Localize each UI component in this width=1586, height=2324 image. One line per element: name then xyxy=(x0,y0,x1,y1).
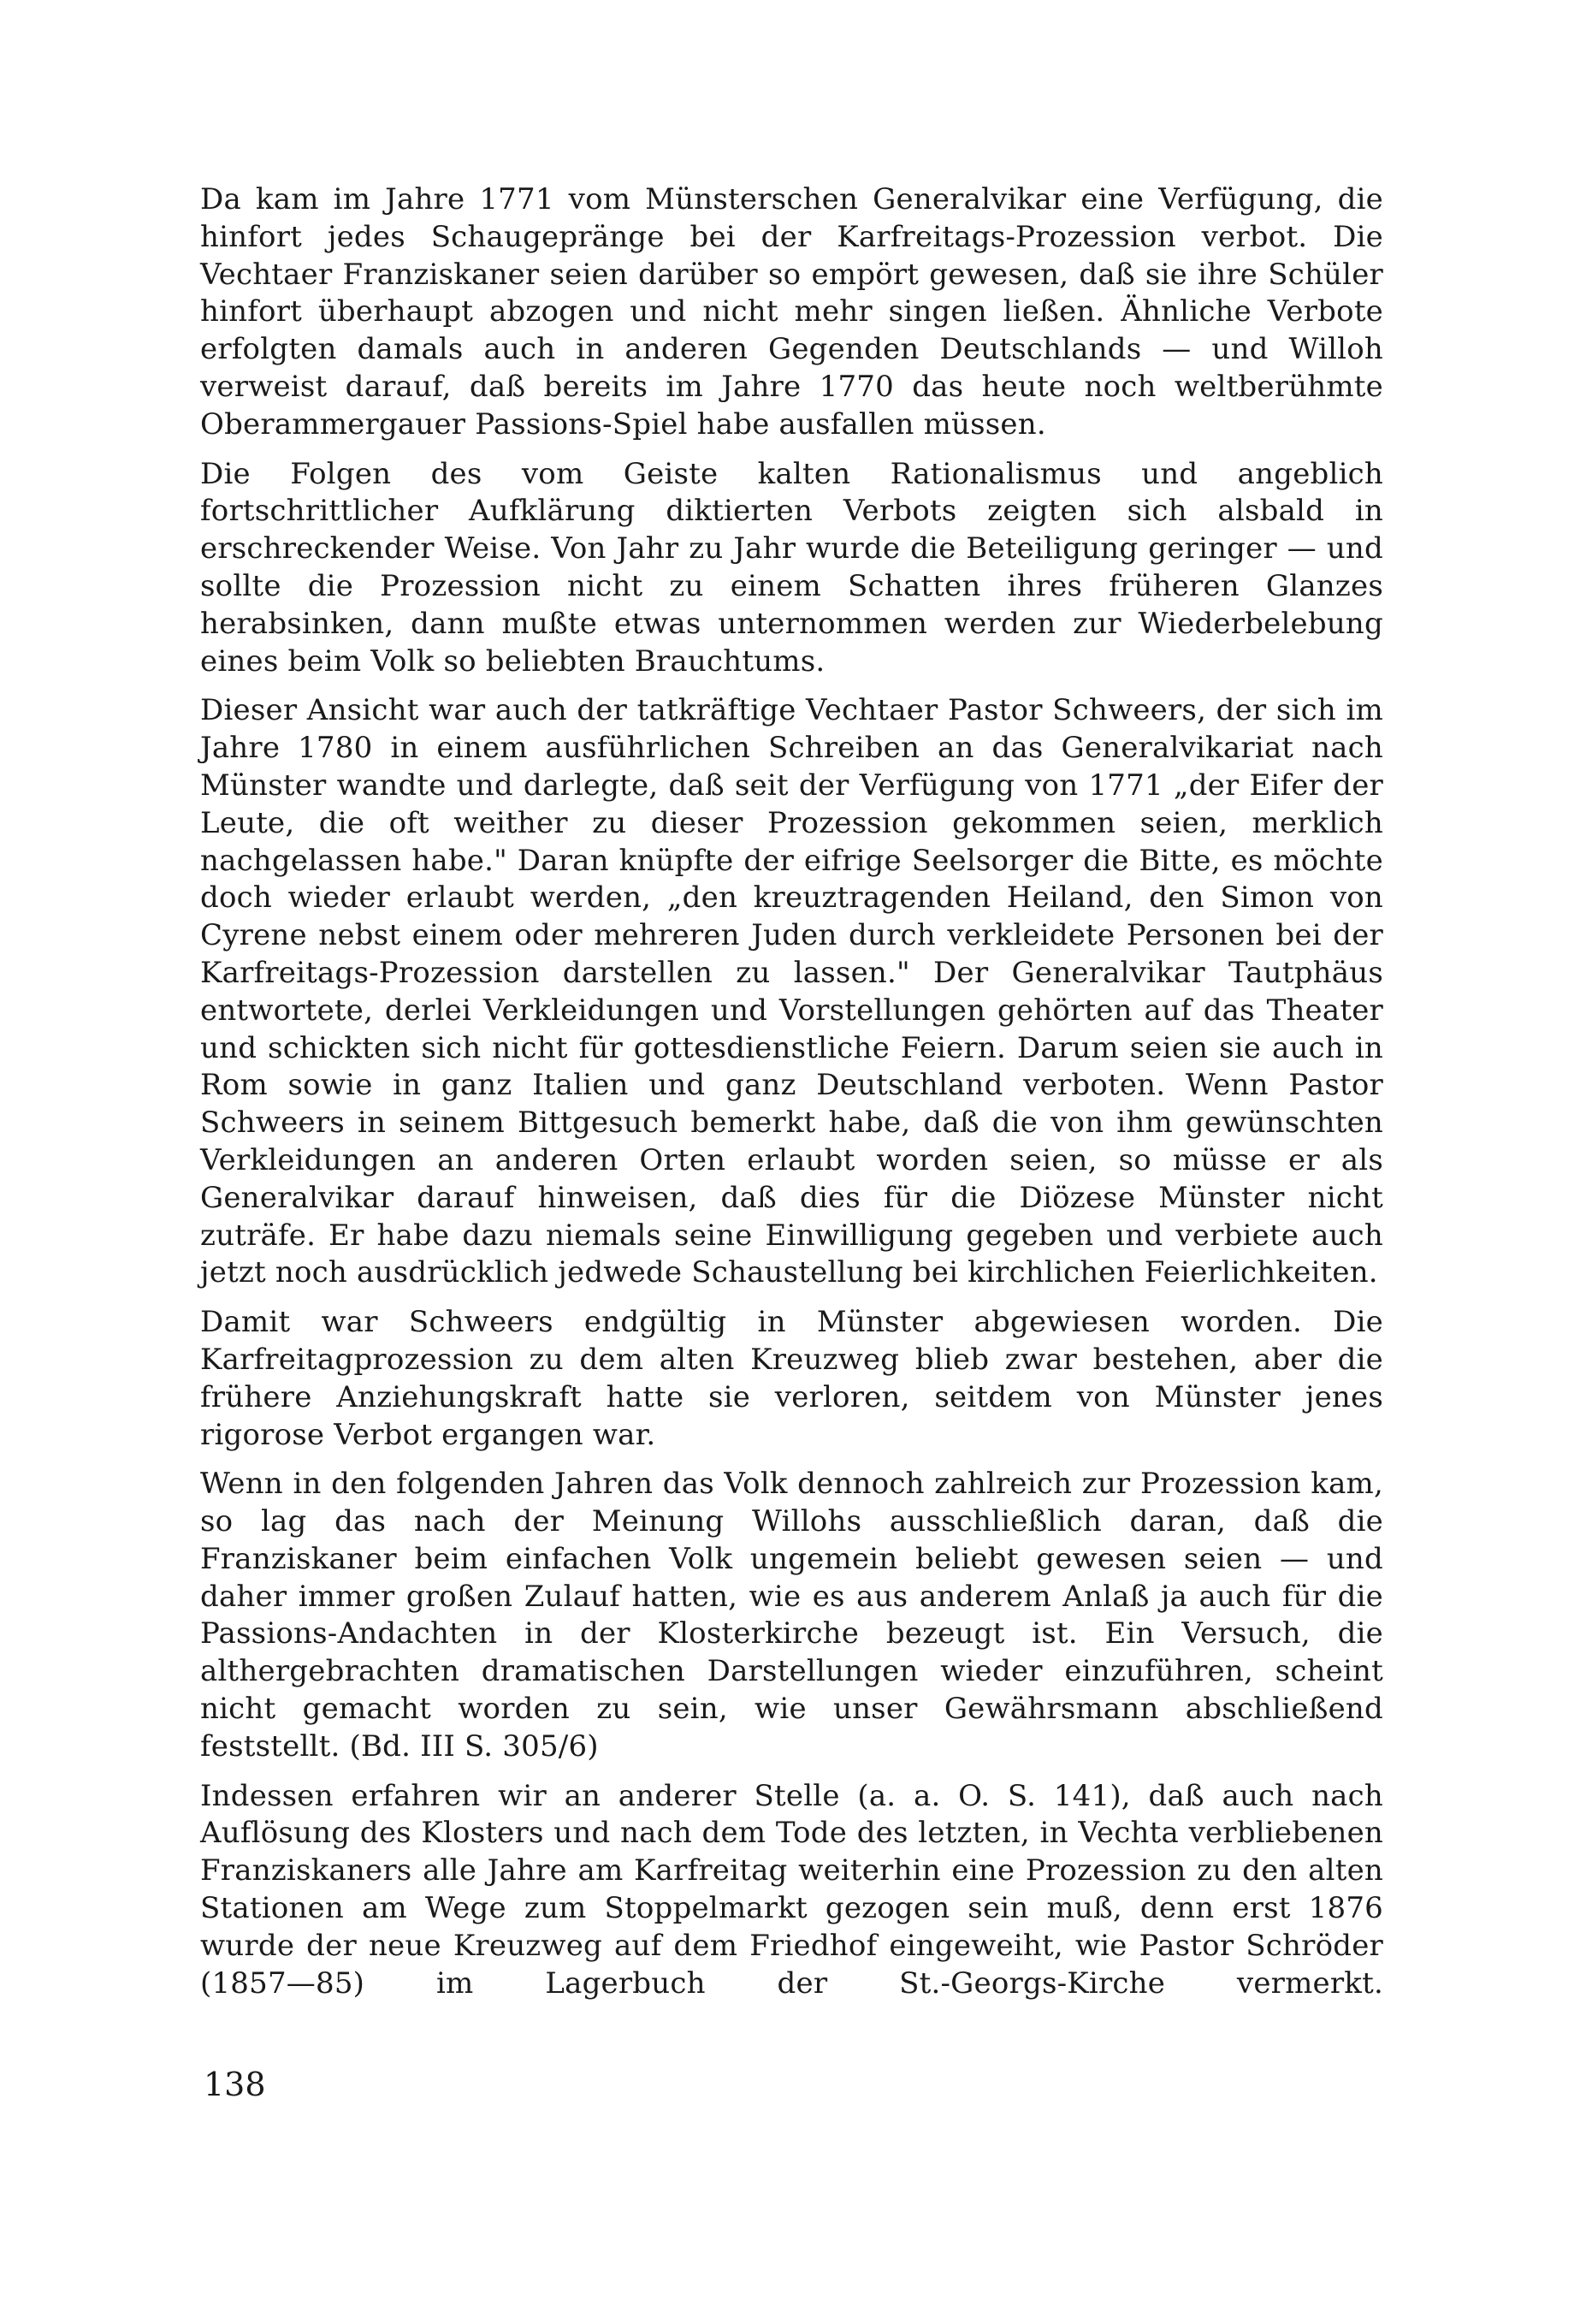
page-number: 138 xyxy=(204,2066,266,2103)
paragraph-2: Die Folgen des vom Geiste kalten Rationalismus und angeblich fortschrittlicher Aufklärung diktierten Verbots zeigten sich alsbald in erschreckender Weise. Von Jahr zu Jahr wurde die Beteiligung geringer — und sollte die Prozession nicht zu einem Schatten ihres früheren Glanzes herabsinken, dann mußte etwas unternommen werden zur Wiederbelebung eines beim Volk so beliebten Brauchtums. xyxy=(200,456,1383,679)
paragraph-1: Da kam im Jahre 1771 vom Münsterschen Generalvikar eine Verfügung, die hinfort jedes Schaugepränge bei der Karfreitags-Prozession verbot. Die Vechtaer Franziskaner seien darüber so empört gewesen, daß sie ihre Schüler hinfort überhaupt abzogen und nicht mehr singen ließen. Ähnliche Verbote erfolgten damals auch in anderen Gegenden Deutschlands — und Willoh verweist darauf, daß bereits im Jahre 1770 das heute noch weltberühmte Oberammergauer Passions-Spiel habe ausfallen müssen. xyxy=(200,182,1383,442)
paragraph-3: Dieser Ansicht war auch der tatkräftige Vechtaer Pastor Schweers, der sich im Jahre 1780 in einem ausführlichen Schreiben an das Generalvikariat nach Münster wandte und darlegte, daß seit der Verfügung von 1771 „der Eifer der Leute, die oft weither zu dieser Prozession gekommen seien, merklich nachgelassen habe." Daran knüpfte der eifrige Seelsorger die Bitte, es möchte doch wieder erlaubt werden, „den kreuztragenden Heiland, den Simon von Cyrene nebst einem oder mehreren Juden durch verkleidete Personen bei der Karfreitags-Prozession darstellen zu lassen." Der Generalvikar Tautphäus entwortete, derlei Verkleidungen und Vorstellungen gehörten auf das Theater und schickten sich nicht für gottesdienstliche Feiern. Darum seien sie auch in Rom sowie in ganz Italien und ganz Deutschland verboten. Wenn Pastor Schweers in seinem Bittgesuch bemerkt habe, daß die von ihm gewünschten Verkleidungen an anderen Orten erlaubt worden seien, so müsse er als Generalvikar darauf hinweisen, daß dies für die Diözese Münster nicht zuträfe. Er habe dazu niemals seine Einwilligung gegeben und verbiete auch jetzt noch ausdrücklich jedwede Schaustellung bei kirchlichen Feierlichkeiten. xyxy=(200,693,1383,1290)
paragraph-6: Indessen erfahren wir an anderer Stelle (a. a. O. S. 141), daß auch nach Auflösung des Klosters und nach dem Tode des letzten, in Vechta verbliebenen Franziskaners alle Jahre am Karfreitag weiterhin eine Prozession zu den alten Stationen am Wege zum Stoppelmarkt gezogen sein muß, denn erst 1876 wurde der neue Kreuzweg auf dem Friedhof eingeweiht, wie Pastor Schröder (1857—85) im Lagerbuch der St.-Georgs-Kirche vermerkt. xyxy=(200,1778,1383,2001)
paragraph-4: Damit war Schweers endgültig in Münster abgewiesen worden. Die Karfreitagprozession zu dem alten Kreuzweg blieb zwar bestehen, aber die frühere Anziehungskraft hatte sie verloren, seitdem von Münster jenes rigorose Verbot ergangen war. xyxy=(200,1305,1383,1452)
body-text xyxy=(200,181,1383,2014)
paragraph-5: Wenn in den folgenden Jahren das Volk dennoch zahlreich zur Prozession kam, so lag das nach der Meinung Willohs ausschließlich daran, daß die Franziskaner beim einfachen Volk ungemein beliebt gewesen seien — und daher immer großen Zulauf hatten, wie es aus anderem Anlaß ja auch für die Passions-Andachten in der Klosterkirche bezeugt ist. Ein Versuch, die althergebrachten dramatischen Darstellungen wieder einzuführen, scheint nicht gemacht worden zu sein, wie unser Gewährsmann abschließend feststellt. (Bd. III S. 305/6) xyxy=(200,1467,1383,1764)
